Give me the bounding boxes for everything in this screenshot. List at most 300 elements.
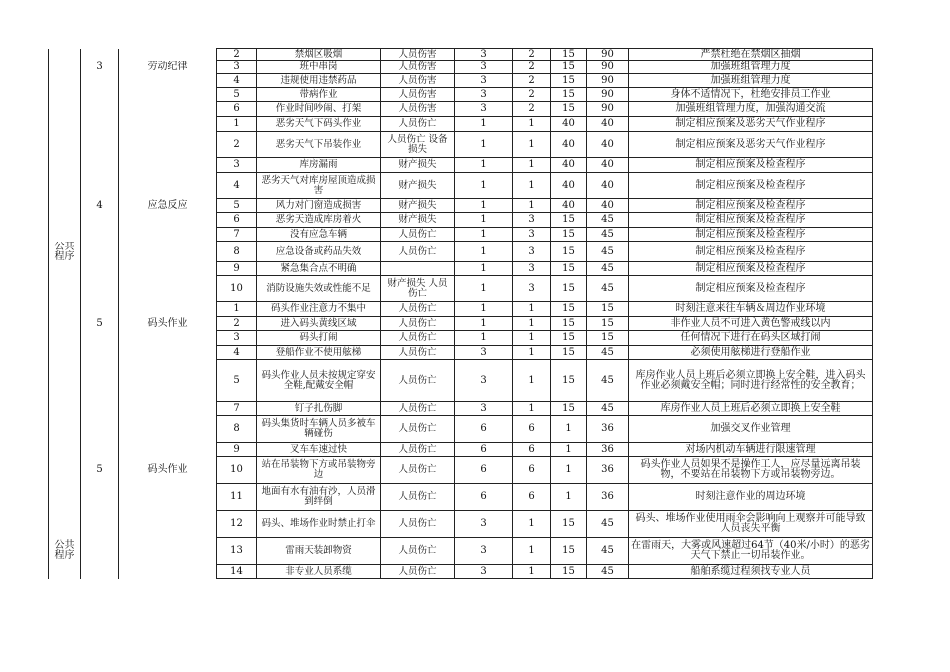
row-consequence: 人员伤亡 (381, 242, 455, 262)
row-severity: 15 (551, 242, 587, 262)
row-seq: 5 (217, 360, 257, 402)
section-number: 4 (81, 199, 119, 213)
row-hazard: 码头作业人员未按规定穿安全鞋,配戴安全帽 (257, 360, 381, 402)
row-hazard: 应急设备或药品失效 (257, 242, 381, 262)
table-row (49, 262, 873, 276)
row-consequence: 人员伤亡 (381, 117, 455, 132)
row-control-measure: 加强班组管理力度，加强沟通交流 (629, 102, 873, 117)
table-row (49, 117, 873, 132)
section-category (119, 331, 217, 346)
row-severity: 15 (551, 262, 587, 276)
row-likelihood: 1 (455, 302, 513, 317)
row-exposure: 3 (513, 276, 551, 302)
section-number (81, 331, 119, 346)
row-severity: 15 (551, 360, 587, 402)
row-likelihood: 1 (455, 242, 513, 262)
row-likelihood: 3 (455, 565, 513, 579)
row-seq: 4 (217, 346, 257, 360)
row-consequence: 人员伤亡 (381, 402, 455, 416)
program-cell (49, 102, 81, 117)
row-exposure: 1 (513, 565, 551, 579)
row-hazard: 恶劣天气下码头作业 (257, 117, 381, 132)
row-severity: 1 (551, 457, 587, 484)
program-cell (49, 74, 81, 88)
row-likelihood: 3 (455, 402, 513, 416)
row-exposure: 3 (513, 228, 551, 242)
row-seq: 6 (217, 213, 257, 228)
program-cell (49, 317, 81, 331)
section-category (119, 173, 217, 199)
section-number (81, 102, 119, 117)
row-risk-score: 45 (587, 262, 629, 276)
row-risk-score: 45 (587, 228, 629, 242)
section-category (119, 402, 217, 416)
row-control-measure: 库房作业人员上班后必须立即换上安全鞋，进入码头作业必须戴安全帽；同时进行经常性的安全教育； (629, 360, 873, 402)
row-likelihood: 6 (455, 416, 513, 443)
row-seq: 7 (217, 228, 257, 242)
row-consequence: 人员伤害 (381, 102, 455, 117)
row-likelihood: 3 (455, 538, 513, 565)
row-seq: 10 (217, 276, 257, 302)
row-consequence: 人员伤亡 (381, 443, 455, 457)
section-category (119, 443, 217, 457)
section-category: 劳动纪律 (119, 61, 217, 74)
row-control-measure: 制定相应预案及检查程序 (629, 228, 873, 242)
table-row (49, 331, 873, 346)
row-exposure: 2 (513, 74, 551, 88)
row-exposure: 1 (513, 173, 551, 199)
section-number: 3 (81, 61, 119, 74)
row-hazard: 没有应急车辆 (257, 228, 381, 242)
row-severity: 15 (551, 538, 587, 565)
row-control-measure: 加强班组管理力度 (629, 61, 873, 74)
row-consequence: 人员伤亡 (381, 565, 455, 579)
row-control-measure: 制定相应预案及检查程序 (629, 262, 873, 276)
row-control-measure: 制定相应预案及检查程序 (629, 158, 873, 173)
section-category (119, 346, 217, 360)
row-likelihood: 1 (455, 132, 513, 158)
section-category (119, 360, 217, 402)
row-control-measure: 任何情况下进行在码头区域打闹 (629, 331, 873, 346)
row-risk-score: 90 (587, 102, 629, 117)
section-number: 5 (81, 457, 119, 484)
program-cell (49, 199, 81, 213)
row-consequence: 人员伤亡 (381, 331, 455, 346)
program-cell (49, 360, 81, 402)
section-category (119, 117, 217, 132)
row-risk-score: 45 (587, 242, 629, 262)
row-control-measure: 加强交叉作业管理 (629, 416, 873, 443)
section-category (119, 262, 217, 276)
row-severity: 40 (551, 117, 587, 132)
row-seq: 9 (217, 443, 257, 457)
row-seq: 5 (217, 199, 257, 213)
row-severity: 40 (551, 132, 587, 158)
row-hazard: 恶劣天造成库房着火 (257, 213, 381, 228)
program-cell (49, 484, 81, 511)
row-consequence: 人员伤亡 (381, 484, 455, 511)
row-consequence: 人员伤亡 (381, 511, 455, 538)
row-consequence: 财产损失 (381, 199, 455, 213)
row-risk-score: 90 (587, 88, 629, 102)
section-category (119, 228, 217, 242)
section-number (81, 302, 119, 317)
row-consequence: 人员伤亡 (381, 457, 455, 484)
program-cell (49, 457, 81, 484)
row-risk-score: 40 (587, 199, 629, 213)
section-number (81, 88, 119, 102)
row-exposure: 1 (513, 302, 551, 317)
row-severity: 15 (551, 74, 587, 88)
row-hazard: 站在吊装物下方或吊装物旁边 (257, 457, 381, 484)
row-control-measure: 制定相应预案及检查程序 (629, 276, 873, 302)
row-likelihood: 1 (455, 173, 513, 199)
row-hazard: 禁烟区吸烟 (257, 49, 381, 61)
row-likelihood: 6 (455, 484, 513, 511)
row-risk-score: 36 (587, 484, 629, 511)
row-severity: 15 (551, 402, 587, 416)
row-exposure: 6 (513, 457, 551, 484)
row-seq: 13 (217, 538, 257, 565)
table-row (49, 402, 873, 416)
row-seq: 10 (217, 457, 257, 484)
row-consequence: 人员伤亡 (381, 538, 455, 565)
section-category: 码头作业 (119, 317, 217, 331)
row-hazard: 码头作业注意力不集中 (257, 302, 381, 317)
section-number (81, 538, 119, 565)
row-severity: 40 (551, 158, 587, 173)
row-exposure: 2 (513, 88, 551, 102)
row-seq: 3 (217, 331, 257, 346)
table-row (49, 484, 873, 511)
section-category (119, 565, 217, 579)
row-likelihood: 1 (455, 117, 513, 132)
row-hazard: 库房漏雨 (257, 158, 381, 173)
row-seq: 2 (217, 49, 257, 61)
row-risk-score: 45 (587, 511, 629, 538)
section-category (119, 49, 217, 61)
row-seq: 3 (217, 61, 257, 74)
program-cell (49, 331, 81, 346)
row-severity: 15 (551, 331, 587, 346)
row-hazard: 地面有水有油有沙，人员滑到绊倒 (257, 484, 381, 511)
row-hazard: 消防设施失效或性能不足 (257, 276, 381, 302)
section-category (119, 511, 217, 538)
row-consequence: 财产损失 (381, 173, 455, 199)
row-risk-score: 36 (587, 416, 629, 443)
row-seq: 2 (217, 132, 257, 158)
row-hazard: 码头集货时车辆人员多被车辆碰伤 (257, 416, 381, 443)
section-category (119, 102, 217, 117)
section-number (81, 228, 119, 242)
row-seq: 3 (217, 158, 257, 173)
section-category (119, 242, 217, 262)
row-likelihood: 3 (455, 61, 513, 74)
row-likelihood: 1 (455, 158, 513, 173)
program-cell (49, 416, 81, 443)
table-row (49, 158, 873, 173)
row-severity: 1 (551, 416, 587, 443)
row-consequence: 财产损失 (381, 158, 455, 173)
row-risk-score: 45 (587, 538, 629, 565)
row-consequence: 人员伤亡 设备损失 (381, 132, 455, 158)
row-exposure: 1 (513, 538, 551, 565)
section-number: 5 (81, 317, 119, 331)
row-hazard: 紧急集合点不明确 (257, 262, 381, 276)
row-severity: 15 (551, 213, 587, 228)
table-row (49, 213, 873, 228)
row-risk-score: 40 (587, 117, 629, 132)
row-exposure: 1 (513, 360, 551, 402)
row-consequence: 财产损失 人员伤亡 (381, 276, 455, 302)
row-exposure: 3 (513, 242, 551, 262)
row-control-measure: 必须使用舷梯进行登船作业 (629, 346, 873, 360)
row-exposure: 6 (513, 443, 551, 457)
table-row (49, 302, 873, 317)
program-cell (49, 346, 81, 360)
row-likelihood: 1 (455, 228, 513, 242)
row-risk-score: 40 (587, 132, 629, 158)
row-likelihood: 1 (455, 317, 513, 331)
row-exposure: 3 (513, 213, 551, 228)
row-severity: 1 (551, 484, 587, 511)
row-exposure: 2 (513, 61, 551, 74)
program-cell (49, 158, 81, 173)
row-exposure: 1 (513, 132, 551, 158)
row-exposure: 1 (513, 117, 551, 132)
row-hazard: 作业时间吵闹、打架 (257, 102, 381, 117)
row-risk-score: 45 (587, 402, 629, 416)
section-number (81, 402, 119, 416)
section-number (81, 213, 119, 228)
row-likelihood: 1 (455, 276, 513, 302)
row-exposure: 6 (513, 416, 551, 443)
row-consequence: 人员伤亡 (381, 360, 455, 402)
row-control-measure: 对场内机动车辆进行限速管理 (629, 443, 873, 457)
table-row (49, 317, 873, 331)
row-control-measure: 制定相应预案及检查程序 (629, 242, 873, 262)
row-seq: 1 (217, 117, 257, 132)
row-likelihood: 1 (455, 262, 513, 276)
row-hazard: 恶劣天气下吊装作业 (257, 132, 381, 158)
row-risk-score: 36 (587, 443, 629, 457)
section-category (119, 74, 217, 88)
row-risk-score: 15 (587, 302, 629, 317)
section-category (119, 416, 217, 443)
program-cell (49, 88, 81, 102)
row-seq: 11 (217, 484, 257, 511)
table-row (49, 199, 873, 213)
program-cell (49, 276, 81, 302)
row-likelihood: 3 (455, 511, 513, 538)
row-consequence: 人员伤害 (381, 61, 455, 74)
row-likelihood: 1 (455, 331, 513, 346)
section-number (81, 117, 119, 132)
row-control-measure: 严禁杜绝在禁烟区抽烟 (629, 49, 873, 61)
section-number (81, 416, 119, 443)
row-seq: 8 (217, 242, 257, 262)
row-risk-score: 45 (587, 360, 629, 402)
row-seq: 5 (217, 88, 257, 102)
row-exposure: 1 (513, 402, 551, 416)
row-hazard: 钉子扎伤脚 (257, 402, 381, 416)
program-cell (49, 443, 81, 457)
row-severity: 15 (551, 88, 587, 102)
program-cell (49, 132, 81, 158)
row-seq: 9 (217, 262, 257, 276)
row-severity: 15 (551, 276, 587, 302)
row-hazard: 风力对门窗造成损害 (257, 199, 381, 213)
row-likelihood: 3 (455, 74, 513, 88)
section-category (119, 484, 217, 511)
section-number (81, 132, 119, 158)
program-cell (49, 61, 81, 74)
table-row (49, 443, 873, 457)
table-row (49, 102, 873, 117)
row-hazard: 码头打闹 (257, 331, 381, 346)
row-seq: 6 (217, 102, 257, 117)
row-control-measure: 制定相应预案及恶劣天气作业程序 (629, 132, 873, 158)
table-row (49, 173, 873, 199)
row-control-measure: 在雷雨天，大雾或风速超过64节（40米/小时）的恶劣天气下禁止一切吊装作业。 (629, 538, 873, 565)
table-row (49, 565, 873, 579)
row-hazard: 进入码头黄线区域 (257, 317, 381, 331)
row-hazard: 登船作业不使用舷梯 (257, 346, 381, 360)
row-hazard: 叉车车速过快 (257, 443, 381, 457)
program-cell: 公共 程序 (49, 242, 81, 262)
section-number (81, 346, 119, 360)
row-seq: 14 (217, 565, 257, 579)
program-cell (49, 173, 81, 199)
row-severity: 15 (551, 511, 587, 538)
row-hazard: 码头、堆场作业时禁止打伞 (257, 511, 381, 538)
row-risk-score: 36 (587, 457, 629, 484)
row-severity: 40 (551, 173, 587, 199)
section-number (81, 74, 119, 88)
section-category: 应急反应 (119, 199, 217, 213)
row-exposure: 1 (513, 199, 551, 213)
program-cell: 公共 程序 (49, 538, 81, 565)
program-cell (49, 262, 81, 276)
row-severity: 15 (551, 302, 587, 317)
row-control-measure: 制定相应预案及恶劣天气作业程序 (629, 117, 873, 132)
row-exposure: 3 (513, 262, 551, 276)
row-hazard: 恶劣天气对库房屋顶造成损害 (257, 173, 381, 199)
row-consequence: 人员伤害 (381, 88, 455, 102)
row-severity: 15 (551, 102, 587, 117)
row-hazard: 带病作业 (257, 88, 381, 102)
row-severity: 15 (551, 565, 587, 579)
row-likelihood: 3 (455, 360, 513, 402)
table-row (49, 276, 873, 302)
row-control-measure: 码头、堆场作业使用雨伞会影响向上观察并可能导致人员丧失平衡 (629, 511, 873, 538)
program-cell (49, 511, 81, 538)
section-number (81, 511, 119, 538)
row-consequence: 人员伤害 (381, 74, 455, 88)
row-severity: 1 (551, 443, 587, 457)
section-category: 码头作业 (119, 457, 217, 484)
table-row (49, 360, 873, 402)
row-risk-score: 90 (587, 49, 629, 61)
row-severity: 15 (551, 346, 587, 360)
section-number (81, 49, 119, 61)
row-risk-score: 40 (587, 173, 629, 199)
row-severity: 15 (551, 49, 587, 61)
row-seq: 4 (217, 173, 257, 199)
row-control-measure: 制定相应预案及检查程序 (629, 173, 873, 199)
row-hazard: 违规使用违禁药品 (257, 74, 381, 88)
row-exposure: 1 (513, 331, 551, 346)
section-number (81, 484, 119, 511)
row-consequence (381, 262, 455, 276)
row-seq: 2 (217, 317, 257, 331)
row-risk-score: 45 (587, 346, 629, 360)
row-likelihood: 3 (455, 88, 513, 102)
row-exposure: 1 (513, 511, 551, 538)
row-risk-score: 90 (587, 61, 629, 74)
row-risk-score: 15 (587, 331, 629, 346)
row-consequence: 人员伤亡 (381, 228, 455, 242)
row-consequence: 人员伤害 (381, 49, 455, 61)
row-consequence: 人员伤亡 (381, 416, 455, 443)
row-control-measure: 制定相应预案及检查程序 (629, 199, 873, 213)
row-likelihood: 1 (455, 213, 513, 228)
row-seq: 7 (217, 402, 257, 416)
program-cell (49, 117, 81, 132)
row-severity: 15 (551, 317, 587, 331)
section-category (119, 88, 217, 102)
row-likelihood: 3 (455, 346, 513, 360)
table-row (49, 416, 873, 443)
row-risk-score: 90 (587, 74, 629, 88)
row-likelihood: 6 (455, 457, 513, 484)
section-number (81, 360, 119, 402)
row-exposure: 1 (513, 158, 551, 173)
table-row (49, 228, 873, 242)
row-consequence: 人员伤亡 (381, 317, 455, 331)
program-cell (49, 49, 81, 61)
row-control-measure: 加强班组管理力度 (629, 74, 873, 88)
row-hazard: 班中串岗 (257, 61, 381, 74)
program-cell (49, 565, 81, 579)
section-number (81, 443, 119, 457)
table-row (49, 538, 873, 565)
row-risk-score: 45 (587, 276, 629, 302)
row-consequence: 人员伤亡 (381, 302, 455, 317)
row-consequence: 财产损失 (381, 213, 455, 228)
row-seq: 8 (217, 416, 257, 443)
row-risk-score: 40 (587, 158, 629, 173)
row-likelihood: 6 (455, 443, 513, 457)
section-number (81, 242, 119, 262)
row-control-measure: 船舶系缆过程须找专业人员 (629, 565, 873, 579)
row-likelihood: 3 (455, 49, 513, 61)
table-row (49, 61, 873, 74)
row-control-measure: 身体不适情况下，杜绝安排员工作业 (629, 88, 873, 102)
row-exposure: 1 (513, 346, 551, 360)
row-risk-score: 15 (587, 317, 629, 331)
section-category (119, 538, 217, 565)
row-seq: 1 (217, 302, 257, 317)
table-row (49, 511, 873, 538)
program-cell (49, 213, 81, 228)
row-control-measure: 非作业人员不可进入黄色警戒线以内 (629, 317, 873, 331)
section-number (81, 276, 119, 302)
section-category (119, 213, 217, 228)
row-control-measure: 制定相应预案及检查程序 (629, 213, 873, 228)
section-category (119, 276, 217, 302)
row-control-measure: 码头作业人员如果不是操作工人，应尽量远离吊装物，不要站在吊装物下方或吊装物旁边。 (629, 457, 873, 484)
